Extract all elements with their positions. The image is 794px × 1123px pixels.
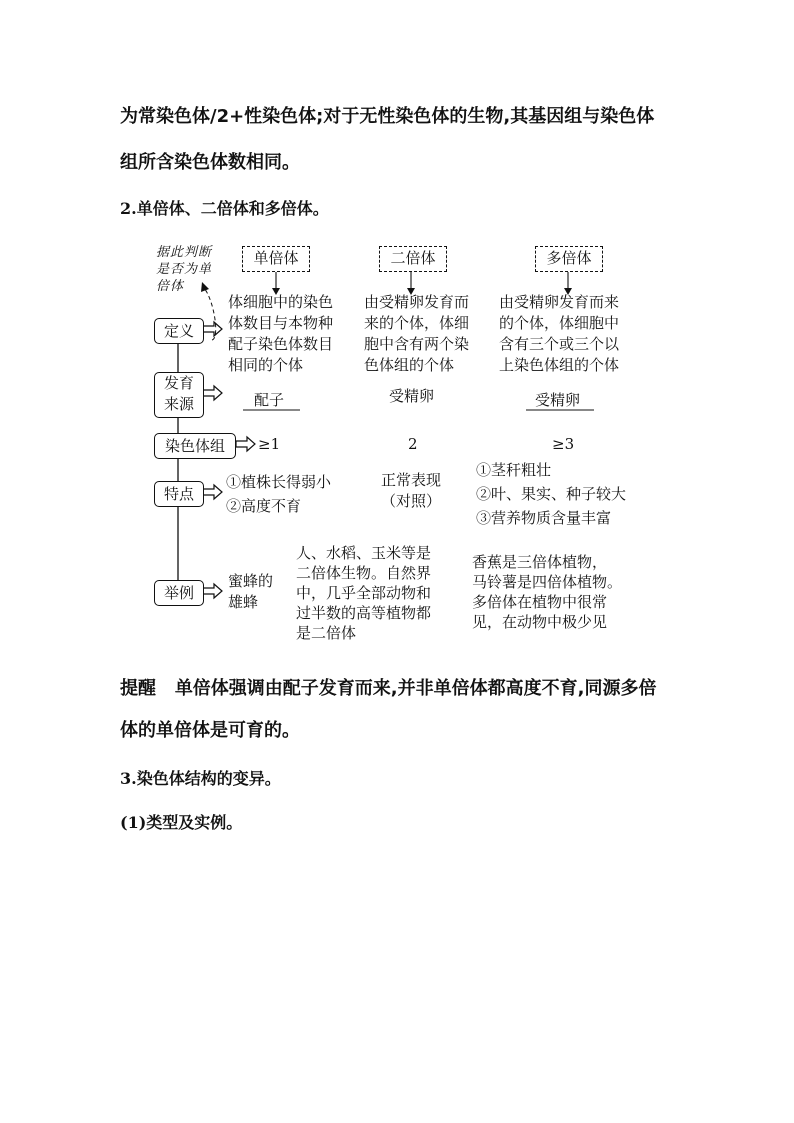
subheading-1: (1)类型及实例。: [120, 813, 243, 832]
text-line: （对照）: [380, 492, 441, 510]
definition-diploid: [364, 292, 469, 376]
column-polyploid: 多倍体: [535, 246, 603, 272]
column-haploid: 单倍体: [242, 246, 310, 272]
row-examples: 举例: [154, 580, 204, 606]
features-haploid: [226, 470, 331, 518]
text-line: 多倍体在植物中很常: [472, 593, 608, 611]
note-line-1: 据此判断: [156, 245, 213, 260]
text-line: 由受精卵发育而: [364, 293, 470, 311]
row-chromosome-sets: 染色体组: [154, 433, 236, 459]
row-features: 特点: [154, 481, 204, 507]
text-line: 人、水稻、玉米等是: [296, 544, 432, 562]
text-line: 香蕉是三倍体植物，: [472, 553, 608, 571]
column-diploid: 二倍体: [379, 246, 447, 272]
text-line: 的个体，体细胞中: [499, 314, 620, 332]
text-line: ②高度不育: [226, 497, 302, 515]
reminder-text: 单倍体强调由配子发育而来,并非单倍体都高度不育,同源多倍: [174, 678, 657, 699]
sets-polyploid: ≥3: [552, 435, 575, 453]
text-line: 见，在动物中极少见: [472, 613, 608, 631]
text-line: 胞中含有两个染: [364, 335, 470, 353]
text-line: 上染色体组的个体: [499, 356, 620, 374]
paragraph-line-1: 为常染色体/2+性染色体;对于无性染色体的生物,其基因组与染色体: [120, 106, 655, 127]
examples-diploid: [296, 543, 431, 643]
definition-haploid: [228, 292, 333, 376]
features-polyploid: [476, 458, 626, 530]
examples-haploid: [228, 571, 273, 613]
features-diploid: [376, 470, 446, 512]
text-line: 蜜蜂的: [228, 572, 274, 590]
origin-diploid: 受精卵: [389, 387, 435, 405]
text-line: 由受精卵发育而来: [499, 293, 620, 311]
sets-diploid: 2: [408, 435, 418, 453]
row-origin-line-1: 发育: [163, 374, 194, 392]
note-line-2: 是否为单: [156, 262, 213, 277]
text-line: ①茎秆粗壮: [476, 461, 552, 479]
paragraph-line-2: 组所含染色体数相同。: [120, 152, 300, 173]
row-origin-line-2: 来源: [163, 395, 194, 413]
origin-haploid: 配子: [254, 391, 285, 409]
text-line: 含有三个或三个以: [499, 335, 620, 353]
text-line: 中，几乎全部动物和: [296, 584, 432, 602]
examples-polyploid: [472, 552, 622, 632]
reminder-line-2: 体的单倍体是可育的。: [120, 720, 300, 741]
text-line: 体数目与本物种: [228, 314, 334, 332]
heading-3: 3.染色体结构的变异。: [120, 769, 281, 788]
text-line: 二倍体生物。自然界: [296, 564, 432, 582]
reminder-label: 提醒: [120, 678, 156, 699]
text-line: 来的个体，体细: [364, 314, 470, 332]
text-line: 过半数的高等植物都: [296, 604, 432, 622]
text-line: 体细胞中的染色: [228, 293, 334, 311]
text-line: ③营养物质含量丰富: [476, 509, 612, 527]
text-line: 相同的个体: [228, 356, 304, 374]
text-line: 雄蜂: [228, 593, 259, 611]
origin-polyploid: 受精卵: [535, 391, 581, 409]
text-line: 是二倍体: [296, 624, 357, 642]
row-origin: [154, 372, 204, 418]
definition-polyploid: [499, 292, 619, 376]
heading-2: 2.单倍体、二倍体和多倍体。: [120, 199, 329, 218]
text-line: 配子染色体数目: [228, 335, 334, 353]
text-line: ①植株长得弱小: [226, 473, 332, 491]
sets-haploid: ≥1: [258, 435, 281, 453]
text-line: 正常表现: [380, 471, 441, 489]
text-line: 马铃薯是四倍体植物。: [472, 573, 623, 591]
text-line: ②叶、果实、种子较大: [476, 485, 627, 503]
handwritten-note: [156, 244, 212, 295]
text-line: 色体组的个体: [364, 356, 455, 374]
row-definition: 定义: [154, 318, 204, 344]
note-line-3: 倍体: [156, 279, 185, 294]
